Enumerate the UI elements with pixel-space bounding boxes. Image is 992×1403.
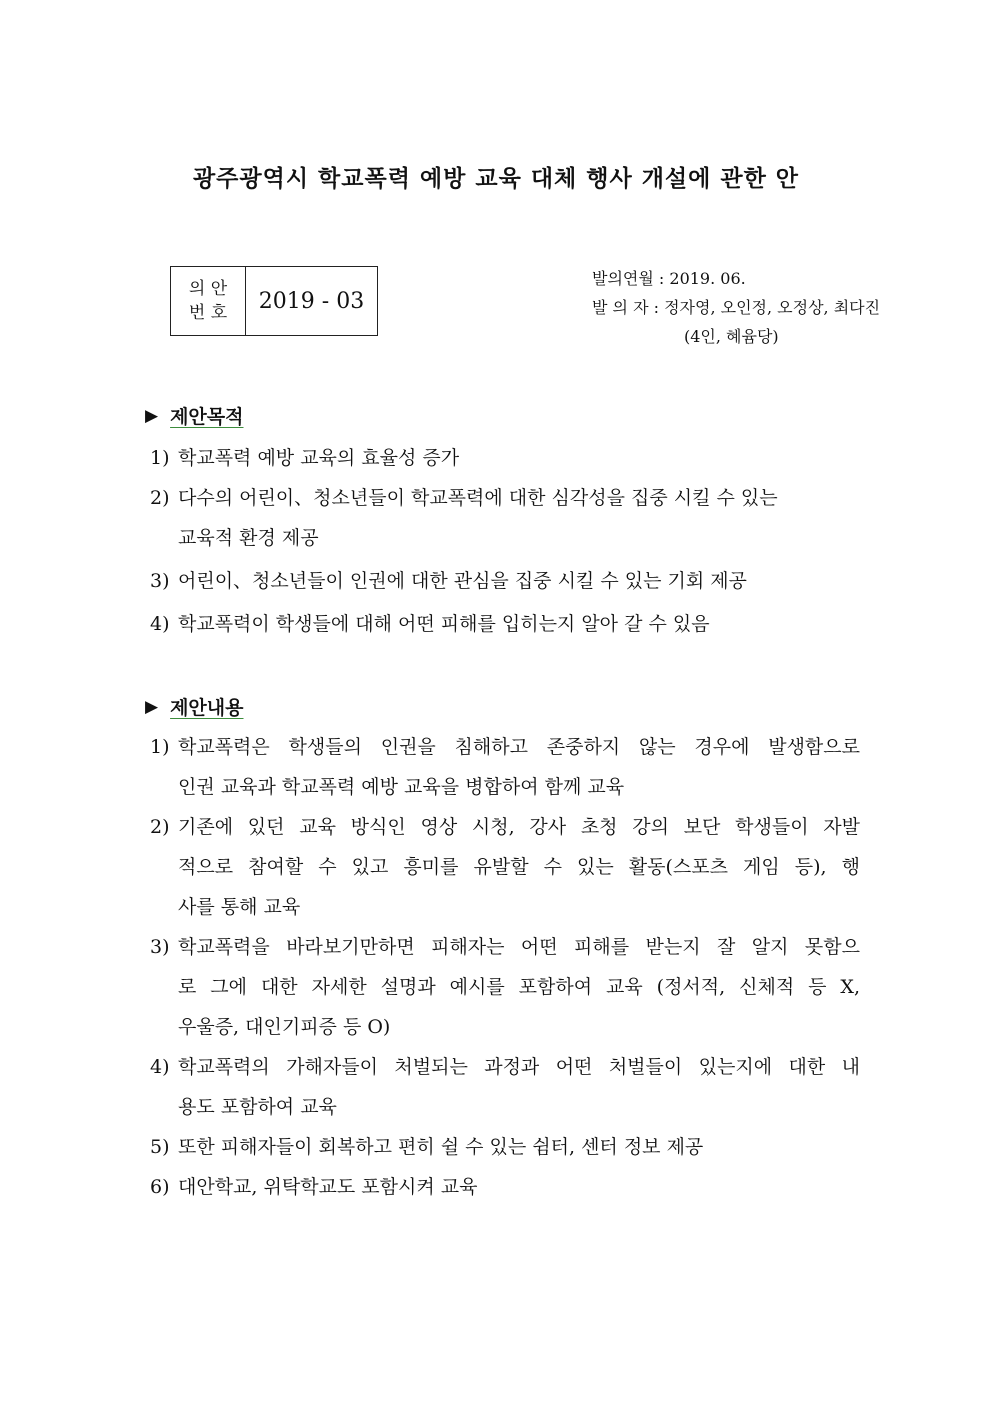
item-number: 4) — [150, 613, 170, 635]
item-number: 5) — [150, 1136, 170, 1158]
item-line: 학교폭력은 학생들의 인권을 침해하고 존중하지 않는 경우에 발생함으로 — [178, 736, 860, 758]
item-line: 학교폭력의 가해자들이 처벌되는 과정과 어떤 처벌들이 있는지에 대한 내 — [178, 1056, 860, 1078]
item-number: 1) — [150, 736, 170, 758]
list-item — [150, 1127, 860, 1167]
item-number: 4) — [150, 1056, 170, 1078]
content-list — [150, 727, 860, 1207]
item-line: 적으로 참여할 수 있고 흥미를 유발할 수 있는 활동(스포츠 게임 등), 행 — [178, 856, 860, 878]
item-line: 기존에 있던 교육 방식인 영상 시청, 강사 초청 강의 보단 학생들이 자발 — [178, 816, 860, 838]
list-item — [150, 478, 860, 558]
item-line: 인권 교육과 학교폭력 예방 교육을 병합하여 함께 교육 — [178, 776, 625, 798]
section-heading-purpose — [145, 402, 244, 429]
list-item — [150, 727, 860, 807]
proposal-date: 발의연월 : 2019. 06. — [592, 269, 746, 288]
bill-label-line2: 번 호 — [188, 303, 228, 323]
item-line: 다수의 어린이、청소년들이 학교폭력에 대한 심각성을 집중 시킬 수 있는 — [178, 487, 778, 509]
item-line: 로 그에 대한 자세한 설명과 예시를 포함하여 교육 (정서적, 신체적 등 X, — [178, 976, 860, 998]
bill-label — [171, 267, 246, 335]
list-item — [150, 927, 860, 1047]
item-number: 6) — [150, 1176, 170, 1198]
item-line: 우울증, 대인기피증 등 O) — [178, 1016, 391, 1038]
bill-label-line1: 의 안 — [188, 279, 228, 299]
triangle-bullet-icon: ▶ — [145, 696, 159, 717]
item-line: 교육적 환경 제공 — [178, 527, 319, 549]
proposal-meta — [592, 264, 880, 351]
item-number: 1) — [150, 447, 170, 469]
item-number: 3) — [150, 570, 170, 592]
proposer-note: (4인, 혜윰당) — [684, 327, 779, 346]
item-line: 어린이、청소년들이 인권에 대한 관심을 집중 시킬 수 있는 기회 제공 — [178, 570, 747, 592]
section-heading-text: 제안내용 — [170, 697, 244, 719]
triangle-bullet-icon: ▶ — [145, 405, 159, 426]
bill-number-box — [170, 266, 378, 336]
item-line: 사를 통해 교육 — [178, 896, 301, 918]
section-heading-text: 제안목적 — [170, 406, 244, 428]
item-number: 2) — [150, 487, 170, 509]
list-item — [150, 1167, 860, 1207]
list-item — [150, 807, 860, 927]
item-line: 또한 피해자들이 회복하고 편히 쉴 수 있는 쉼터, 센터 정보 제공 — [178, 1136, 704, 1158]
item-line: 학교폭력 예방 교육의 효율성 증가 — [178, 447, 460, 469]
item-number: 2) — [150, 816, 170, 838]
list-item — [150, 1047, 860, 1127]
page-title: 광주광역시 학교폭력 예방 교육 대체 행사 개설에 관한 안 — [192, 165, 800, 192]
item-line: 학교폭력이 학생들에 대해 어떤 피해를 입히는지 알아 갈 수 있음 — [178, 613, 710, 635]
list-item — [150, 438, 860, 478]
list-item — [150, 604, 860, 644]
item-line: 대안학교, 위탁학교도 포함시켜 교육 — [178, 1176, 478, 1198]
item-number: 3) — [150, 936, 170, 958]
proposers: 발 의 자 : 정자영, 오인정, 오정상, 최다진 — [592, 298, 881, 317]
section-heading-content — [145, 693, 244, 720]
item-line: 용도 포함하여 교육 — [178, 1096, 337, 1118]
bill-number: 2019 - 03 — [258, 288, 365, 314]
item-line: 학교폭력을 바라보기만하면 피해자는 어떤 피해를 받는지 잘 알지 못함으 — [178, 936, 860, 958]
list-item — [150, 561, 860, 601]
purpose-list — [150, 438, 860, 644]
